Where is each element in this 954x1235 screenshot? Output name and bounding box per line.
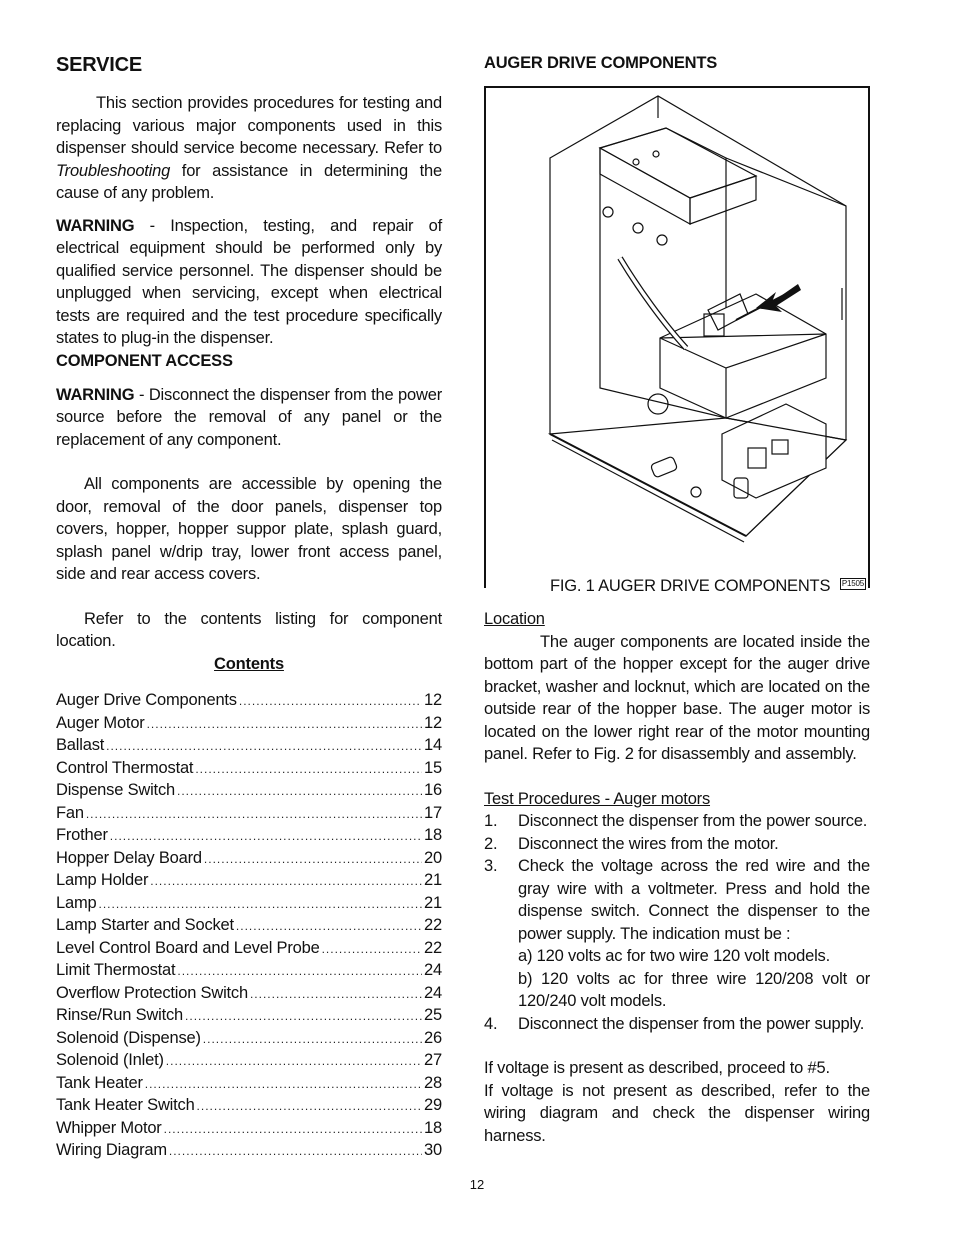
toc-leader-dots — [110, 825, 422, 848]
toc-entry-label: Tank Heater Switch — [56, 1096, 195, 1114]
toc-leader-dots — [86, 803, 422, 826]
step-text: Disconnect the wires from the motor. — [518, 834, 779, 853]
toc-entry-page: 18 — [424, 826, 442, 844]
toc-leader-dots — [164, 1118, 422, 1141]
toc-entry-page: 21 — [424, 871, 442, 889]
test-step — [484, 1013, 870, 1036]
figure-frame — [484, 86, 870, 595]
toc-leader-dots — [250, 983, 422, 1006]
toc-leader-dots — [166, 1050, 422, 1073]
component-access-heading: COMPONENT ACCESS — [56, 351, 233, 370]
test-step — [484, 968, 870, 1013]
troubleshooting-ref: Troubleshooting — [56, 161, 171, 180]
step-number: 3. — [484, 857, 498, 875]
toc-leader-dots — [150, 870, 422, 893]
location-paragraph: The auger components are located inside the bottom part of the hopper except for the auger drive bracket, washer and locknut, which are located on the outside rear of the hopper base. The auger motor is located on the lower right rear of the motor mounting panel. Refer to Fig. 2 for disassembly and assembly. — [484, 632, 870, 763]
toc-entry-page: 28 — [424, 1073, 442, 1092]
figure-caption: FIG. 1 AUGER DRIVE COMPONENTS — [544, 575, 836, 598]
toc-entry-label: Solenoid (Dispense) — [56, 1028, 201, 1047]
toc-leader-dots — [169, 1140, 422, 1163]
figure-code: P1505 — [841, 579, 864, 588]
toc-entry — [56, 892, 442, 915]
step-number: 4. — [484, 1014, 498, 1033]
intro-text: This section provides procedures for testing and replacing various major components used in this dispenser should service become necessary. Refer to — [56, 94, 442, 157]
test-steps-list — [484, 810, 870, 1035]
toc-entry-page: 14 — [424, 736, 442, 754]
toc-leader-dots — [322, 938, 422, 961]
toc-entry-label: Dispense Switch — [56, 781, 175, 799]
toc-leader-dots — [145, 1073, 422, 1096]
toc-entry-page: 25 — [424, 1006, 442, 1024]
toc-entry-page: 24 — [424, 961, 442, 979]
contents-title: Contents — [214, 654, 284, 673]
toc-entry-label: Fan — [56, 803, 84, 822]
warning-text: - Disconnect the dispenser from the power source before the removal of any panel or the replacement of any component. — [56, 385, 442, 449]
toc-entry-label: Control Thermostat — [56, 758, 194, 777]
toc-entry-label: Auger Drive Components — [56, 691, 237, 709]
toc-entry-label: Auger Motor — [56, 713, 145, 732]
page-number: 12 — [469, 1177, 485, 1192]
toc-leader-dots — [236, 915, 422, 938]
warning-text: - Inspection, testing, and repair of electrical equipment should be performed only by qualified service personnel. The dispenser should be unplugged when servicing, except when electrical tests are required and the test procedure specifically states to plug-in the dispenser. — [56, 216, 442, 347]
toc-entry — [56, 802, 442, 825]
toc-entry — [56, 959, 442, 982]
toc-entry — [56, 982, 442, 1005]
toc-entry-label: Solenoid (Inlet) — [56, 1051, 164, 1069]
toc-leader-dots — [147, 713, 422, 736]
toc-leader-dots — [98, 893, 422, 916]
step-number: 1. — [484, 812, 498, 830]
toc-entry-page: 22 — [424, 938, 442, 957]
toc-entry — [56, 1117, 442, 1140]
test-step — [484, 855, 870, 945]
toc-entry-page: 29 — [424, 1096, 442, 1114]
test-step — [484, 810, 870, 833]
toc-entry-label: Lamp Holder — [56, 871, 149, 889]
toc-leader-dots — [203, 1028, 422, 1051]
toc-leader-dots — [195, 758, 422, 781]
test-step — [484, 833, 870, 856]
test-step — [484, 945, 870, 968]
warning-paragraph-2 — [56, 384, 442, 452]
step-number — [484, 945, 518, 968]
toc-entry — [56, 1027, 442, 1050]
toc-entry — [56, 757, 442, 780]
intro-text-end: for assistance in determining the cause of any problem. — [56, 161, 442, 202]
toc-leader-dots — [177, 960, 422, 983]
location-heading: Location — [484, 610, 545, 628]
if-present-text: If voltage is present as described, proceed to #5. — [484, 1059, 830, 1077]
toc-entry-label: Ballast — [56, 736, 105, 754]
toc-entry — [56, 1072, 442, 1095]
toc-entry — [56, 869, 442, 892]
toc-entry-page: 18 — [424, 1118, 442, 1137]
toc-entry — [56, 734, 442, 757]
toc-entry-label: Lamp Starter and Socket — [56, 916, 234, 934]
toc-entry-label: Hopper Delay Board — [56, 848, 202, 867]
toc-entry-page: 17 — [424, 803, 442, 822]
section-heading: SERVICE — [56, 54, 143, 76]
access-paragraph: All components are accessible by opening the door, removal of the door panels, dispenser top covers, hopper, hopper suppor plate, splash guard, splash panel w/drip tray, lower front access panel, side and rear access covers. — [56, 475, 442, 583]
toc-entry — [56, 914, 442, 937]
step-text: Disconnect the dispenser from the power source. — [518, 812, 868, 830]
auger-drive-heading: AUGER DRIVE COMPONENTS — [484, 54, 718, 72]
toc-entry — [56, 937, 442, 960]
toc-entry — [56, 1094, 442, 1117]
toc-leader-dots — [197, 1095, 423, 1118]
toc-entry-label: Whipper Motor — [56, 1118, 162, 1137]
toc-leader-dots — [185, 1005, 422, 1028]
if-not-present-text: If voltage is not present as described, refer to the wiring diagram and check the dispenser wiring harness. — [484, 1081, 870, 1145]
test-procedures-heading: Test Procedures - Auger motors — [484, 789, 711, 808]
toc-entry-page: 16 — [424, 781, 442, 799]
toc-entry-label: Wiring Diagram — [56, 1141, 167, 1159]
warning-label: WARNING — [56, 216, 135, 235]
toc-entry-label: Rinse/Run Switch — [56, 1006, 184, 1024]
toc-entry — [56, 779, 442, 802]
toc-entry-label: Limit Thermostat — [56, 961, 176, 979]
toc-entry-label: Tank Heater — [56, 1073, 143, 1092]
intro-paragraph — [56, 92, 442, 205]
warning-paragraph-1 — [56, 215, 442, 350]
toc-entry-page: 24 — [424, 983, 442, 1002]
toc-leader-dots — [106, 735, 422, 758]
step-text: b) 120 volts ac for three wire 120/208 volt or 120/240 volt models. — [518, 969, 870, 1010]
step-number: 2. — [484, 834, 498, 853]
toc-leader-dots — [239, 690, 422, 713]
refer-paragraph: Refer to the contents listing for component location. — [56, 609, 442, 650]
toc-entry-page: 30 — [424, 1141, 442, 1159]
toc-entry — [56, 1004, 442, 1027]
toc-entry — [56, 1139, 442, 1162]
toc-entry-page: 26 — [424, 1028, 442, 1047]
step-number — [484, 968, 518, 1013]
toc-entry-page: 20 — [424, 848, 442, 867]
toc-entry-label: Level Control Board and Level Probe — [56, 938, 320, 957]
toc-entry-page: 12 — [424, 713, 442, 732]
toc-entry-page: 12 — [424, 691, 442, 709]
contents-list — [56, 689, 442, 1162]
toc-leader-dots — [177, 780, 422, 803]
toc-entry-page: 15 — [424, 758, 442, 777]
toc-entry — [56, 712, 442, 735]
toc-entry-label: Lamp — [56, 893, 97, 912]
toc-entry — [56, 847, 442, 870]
toc-entry — [56, 1049, 442, 1072]
step-text: a) 120 volts ac for two wire 120 volt models. — [518, 947, 830, 965]
left-column — [56, 52, 442, 1162]
toc-entry-label: Overflow Protection Switch — [56, 983, 248, 1002]
step-text: Disconnect the dispenser from the power supply. — [518, 1014, 865, 1033]
step-text: Check the voltage across the red wire and the gray wire with a voltmeter. Press and hold the dispense switch. Connect the dispenser to the power supply. The indication must be : — [518, 857, 870, 943]
auger-drive-illustration — [486, 88, 868, 588]
toc-entry-page: 27 — [424, 1051, 442, 1069]
toc-entry — [56, 824, 442, 847]
toc-entry — [56, 689, 442, 712]
warning-label: WARNING — [56, 385, 135, 404]
toc-entry-page: 21 — [424, 893, 442, 912]
toc-entry-label: Frother — [56, 826, 108, 844]
toc-entry-page: 22 — [424, 916, 442, 934]
toc-leader-dots — [204, 848, 422, 871]
right-column — [484, 52, 870, 1147]
